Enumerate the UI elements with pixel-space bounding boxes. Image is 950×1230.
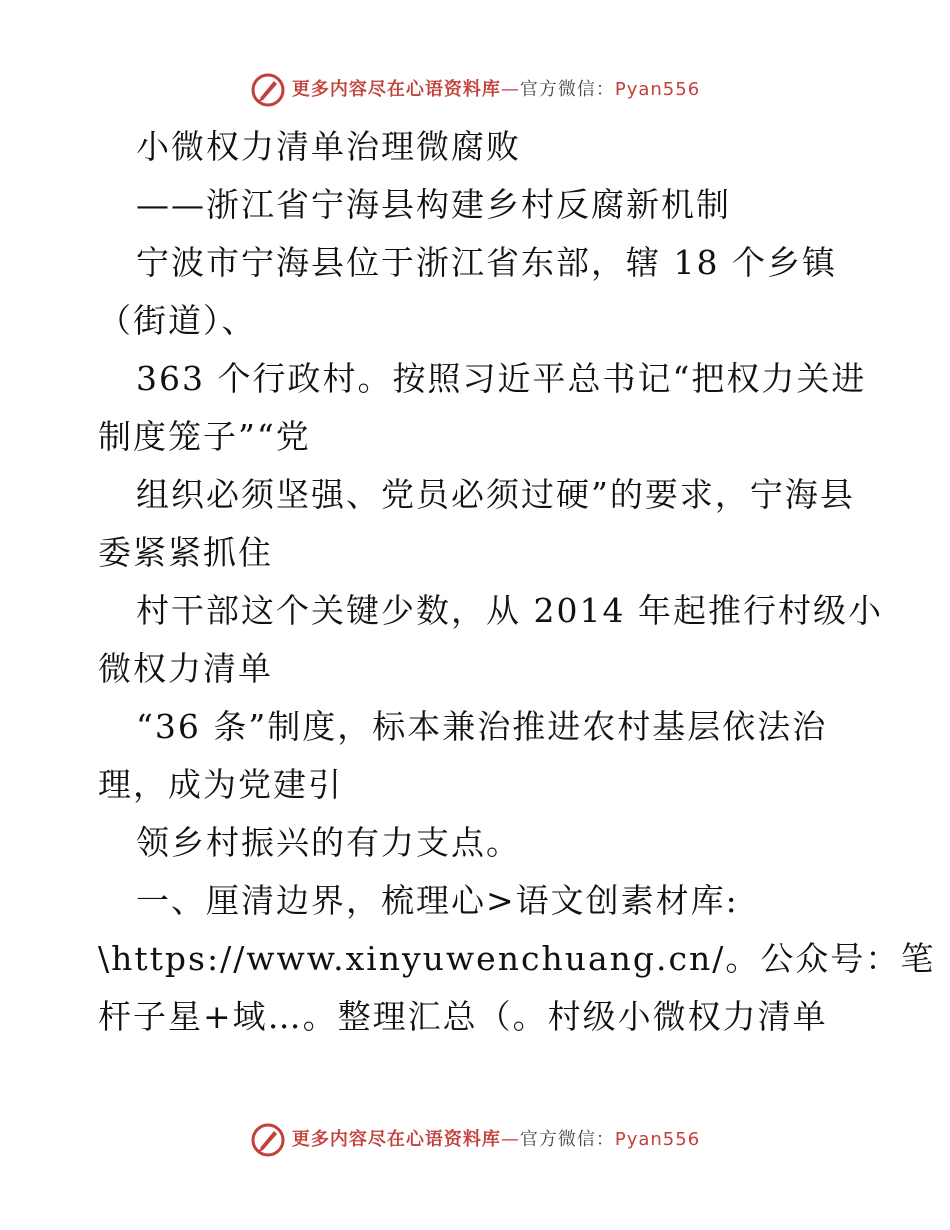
quill-logo-icon — [250, 72, 286, 108]
section-heading: 一、厘清边界，梳理心>语文创素材库: — [136, 881, 739, 920]
paragraph-line: 微权力清单 — [98, 649, 273, 688]
paragraph-line: 363 个行政村。按照习近平总书记“把权力关进 — [136, 359, 867, 398]
paragraph-line: 理，成为党建引 — [98, 765, 343, 804]
paragraph-line: 杆子星+域…。整理汇总（。村级小微权力清单 — [98, 997, 828, 1036]
paragraph-line: 组织必须坚强、党员必须过硬”的要求，宁海县 — [136, 475, 855, 514]
document-title: 小微权力清单治理微腐败 — [136, 127, 521, 166]
footer-watermark — [0, 1122, 950, 1158]
paragraph-line: 村干部这个关键少数，从 2014 年起推行村级小 — [136, 591, 883, 630]
paragraph-line: “36 条”制度，标本兼治推进农村基层依法治 — [136, 707, 828, 746]
header-watermark — [0, 72, 950, 108]
watermark-label: 官方微信： — [519, 79, 615, 100]
watermark-handle: Pyan556 — [614, 79, 701, 100]
watermark-handle: Pyan556 — [614, 1129, 701, 1150]
document-subtitle: ——浙江省宁海县构建乡村反腐新机制 — [136, 185, 731, 224]
document-body — [98, 118, 936, 1046]
paragraph-line: （街道）、 — [98, 301, 257, 340]
watermark-text — [292, 72, 700, 108]
watermark-text — [292, 1122, 700, 1158]
watermark-label: 官方微信： — [519, 1129, 615, 1150]
paragraph-line: 制度笼子”“党 — [98, 417, 311, 456]
watermark-brand: 更多内容尽在心语资料库 — [291, 79, 501, 100]
quill-logo-icon — [250, 1122, 286, 1158]
paragraph-line: \https://www.xinyuwenchuang.cn/。公众号：笔 — [98, 939, 936, 978]
watermark-brand: 更多内容尽在心语资料库 — [291, 1129, 501, 1150]
watermark-separator: — — [500, 1129, 520, 1150]
watermark-separator: — — [500, 79, 520, 100]
paragraph-line: 宁波市宁海县位于浙江省东部，辖 18 个乡镇 — [136, 243, 837, 282]
paragraph-line: 委紧紧抓住 — [98, 533, 273, 572]
paragraph-line: 领乡村振兴的有力支点。 — [136, 823, 521, 862]
